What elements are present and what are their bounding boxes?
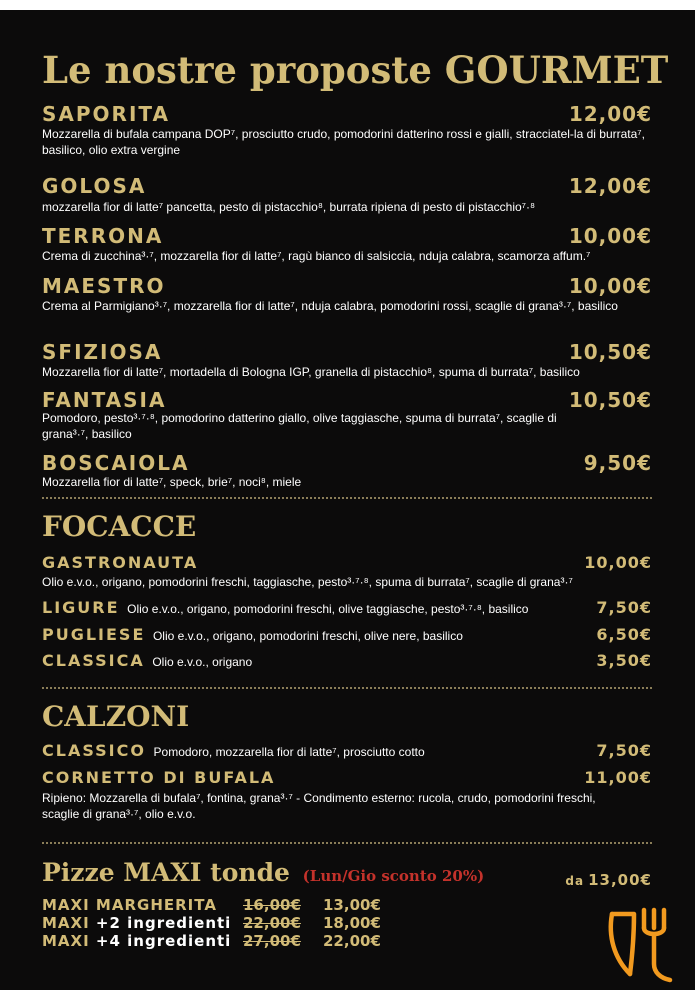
item-name: CORNETTO DI BUFALA (42, 768, 276, 787)
item-name: CLASSICA (42, 651, 145, 670)
section-divider (42, 842, 652, 844)
maxi-prefix: MAXI (42, 896, 90, 914)
from-price: 13,00€ (588, 871, 652, 889)
item-name: SFIZIOSA (42, 340, 163, 364)
new-price: 13,00€ (323, 896, 381, 914)
promo-label: (Lun/Gio sconto 20%) (302, 867, 485, 885)
item-price: 7,50€ (596, 741, 652, 760)
maxi-label: +2 ingredienti (95, 914, 232, 932)
item-price: 9,50€ (583, 451, 652, 475)
from-label: da (565, 874, 585, 888)
item-row (42, 598, 528, 617)
item-price: 6,50€ (596, 625, 652, 644)
old-price: 27,00€ (243, 932, 301, 950)
section-title: FOCACCE (42, 510, 197, 543)
section-divider (42, 497, 652, 499)
item-price: 3,50€ (596, 651, 652, 670)
item-description: Pomodoro, mozzarella fior di latte⁷, prosciutto cotto (153, 745, 425, 759)
item-price: 10,00€ (568, 274, 652, 298)
pizza-fork-logo-icon (604, 906, 678, 984)
maxi-prefix: MAXI (42, 932, 90, 950)
item-name: LIGURE (42, 598, 120, 617)
item-name: SAPORITA (42, 102, 170, 126)
item-name: MAESTRO (42, 274, 166, 298)
item-description: Olio e.v.o., origano (152, 655, 253, 669)
item-description: Olio e.v.o., origano, pomodorini freschi, olive nere, basilico (152, 629, 463, 643)
maxi-row-label (42, 932, 231, 950)
item-description: Mozzarella di bufala campana DOP⁷, prosciutto crudo, pomodorini datterino rossi e gialli, stracciatel-la di burrata⁷, basilico, olio extra vergine (42, 127, 645, 157)
menu-board (0, 10, 695, 990)
item-name: GASTRONAUTA (42, 553, 199, 572)
item-name: FANTASIA (42, 388, 167, 412)
item-price: 10,50€ (568, 340, 652, 364)
maxi-row-label (42, 896, 217, 914)
item-description: Mozzarella fior di latte⁷, speck, brie⁷, noci⁸, miele (42, 475, 302, 489)
item-price: 10,00€ (568, 224, 652, 248)
section-title: Pizze MAXI tonde (42, 858, 290, 887)
item-row (42, 741, 425, 760)
item-price: 12,00€ (568, 174, 652, 198)
item-price: 11,00€ (584, 768, 652, 787)
item-name: PUGLIESE (42, 625, 146, 644)
item-description: Crema al Parmigiano³·⁷, mozzarella fior di latte⁷, nduja calabra, pomodorini rossi, scaglie di grana³·⁷, basilico (42, 299, 618, 313)
item-row (42, 651, 252, 670)
item-description: Olio e.v.o., origano, pomodorini freschi, taggiasche, pesto³·⁷·⁸, spuma di burrata⁷, scaglie di grana³·⁷ (42, 575, 573, 589)
new-price: 22,00€ (323, 932, 381, 950)
item-description: Olio e.v.o., origano, pomodorini freschi, olive taggiasche, pesto³·⁷·⁸, basilico (127, 602, 529, 616)
old-price: 22,00€ (243, 914, 301, 932)
item-name: CLASSICO (42, 741, 146, 760)
old-price: 16,00€ (243, 896, 301, 914)
item-description: Ripieno: Mozzarella di bufala⁷, fontina, grana³·⁷ - Condimento esterno: rucola, crudo, pomodorini freschi, scaglie di grana³·⁷, olio e.v.o. (42, 791, 596, 821)
item-description: mozzarella fior di latte⁷ pancetta, pesto di pistacchio⁸, burrata ripiena di pesto di pistacchio⁷·⁸ (42, 200, 536, 214)
maxi-label: MARGHERITA (95, 896, 217, 914)
item-name: TERRONA (42, 224, 164, 248)
maxi-title-row (42, 858, 484, 887)
item-price: 10,50€ (568, 388, 652, 412)
page-title: Le nostre proposte GOURMET (42, 48, 669, 92)
item-name: GOLOSA (42, 174, 147, 198)
new-price: 18,00€ (323, 914, 381, 932)
item-name: BOSCAIOLA (42, 451, 190, 475)
item-description: Pomodoro, pesto³·⁷·⁸, pomodorino datterino giallo, olive taggiasche, spuma di burrata⁷, scaglie di grana³·⁷, basilico (42, 411, 557, 441)
item-description: Mozzarella fior di latte⁷, mortadella di Bologna IGP, granella di pistacchio⁸, spuma di burrata⁷, basilico (42, 365, 580, 379)
maxi-row-label (42, 914, 231, 932)
item-description: Crema di zucchina³·⁷, mozzarella fior di latte⁷, ragù bianco di salsiccia, nduja calabra, scamorza affum.⁷ (42, 249, 591, 263)
item-row (42, 625, 463, 644)
maxi-label: +4 ingredienti (95, 932, 232, 950)
section-title: CALZONI (42, 700, 190, 733)
item-price: 10,00€ (584, 553, 652, 572)
maxi-from-price (565, 871, 652, 889)
item-price: 12,00€ (568, 102, 652, 126)
item-price: 7,50€ (596, 598, 652, 617)
section-divider (42, 687, 652, 689)
maxi-prefix: MAXI (42, 914, 90, 932)
